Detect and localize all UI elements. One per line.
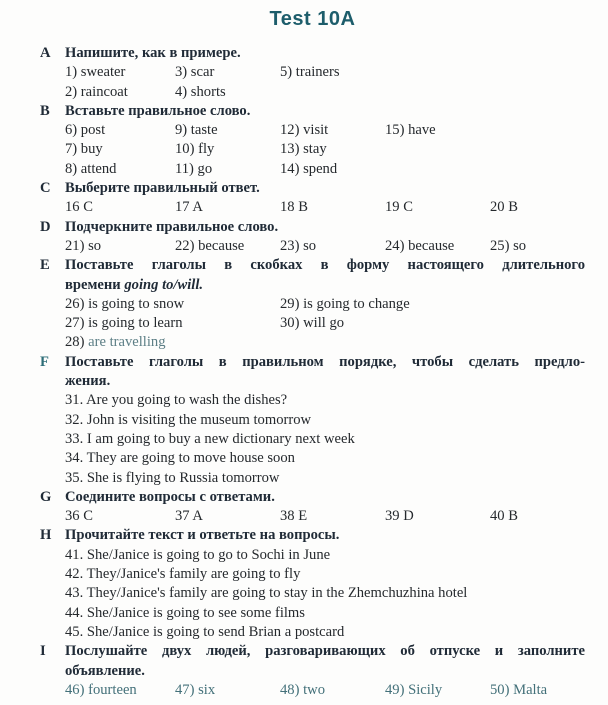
section-header [65, 488, 585, 507]
text-segment: Подчеркните правильное слово. [65, 218, 279, 235]
answer-rows [65, 507, 585, 526]
section-H [40, 526, 585, 642]
answer-rows [65, 391, 585, 487]
answer-row [65, 604, 585, 623]
answer-rows [65, 237, 585, 256]
answer-row [65, 333, 585, 352]
answer-rows [65, 198, 585, 217]
answer-cell: 31. Are you going to wash the dishes? [65, 392, 288, 409]
answer-cell: 34. They are going to move house soon [65, 450, 295, 467]
answer-cell: 41. She/Janice is going to go to Sochi in June [65, 546, 331, 563]
text-segment: объявление. [65, 662, 145, 679]
answer-cell: 32. John is visiting the museum tomorrow [65, 411, 312, 428]
answer-cell: 8) attend [65, 160, 117, 177]
answer-cell: 3) scar [175, 64, 215, 81]
answer-cell: 17 A [175, 199, 203, 216]
section-header-line [65, 372, 585, 391]
answer-row [65, 237, 585, 256]
section-header-line [65, 488, 585, 507]
section-header-line [65, 102, 585, 121]
answer-cell: 49) Sicily [385, 681, 443, 698]
answer-cell: 9) taste [175, 122, 218, 139]
text-segment: Поставьте глаголы в правильном порядке, чтобы сделать предло- [65, 353, 585, 370]
answer-cell: 12) visit [280, 122, 329, 139]
section-I [40, 642, 585, 700]
answer-row [65, 121, 585, 140]
answer-cell: 19 C [385, 199, 413, 216]
text-segment: Послушайте двух людей, разговаривающих об отпуске и заполните [65, 643, 585, 660]
answer-cell: 1) sweater [65, 64, 126, 81]
answer-cell: 16 C [65, 199, 93, 216]
answer-cell: 4) shorts [175, 83, 226, 100]
answer-row [65, 83, 585, 102]
answer-row [65, 681, 585, 700]
section-letter: A [40, 45, 51, 61]
section-header [65, 218, 585, 237]
text-segment: 28) [65, 334, 89, 351]
section-letter: G [40, 488, 52, 505]
answer-row [65, 295, 585, 314]
section-letter: F [40, 353, 49, 370]
answer-cell: 21) so [65, 237, 102, 254]
answer-cell: 20 B [490, 199, 518, 216]
text-segment: Поставьте глаголы в скобках в форму настоящего длительного [65, 257, 585, 274]
answer-rows [65, 63, 585, 102]
answer-row [65, 198, 585, 217]
section-header-line [65, 44, 585, 63]
section-header-line [65, 526, 585, 545]
section-letter: H [40, 527, 52, 544]
answer-row [65, 411, 585, 430]
answer-cell: 50) Malta [490, 681, 548, 698]
answer-cell: 15) have [385, 122, 436, 139]
answer-cell: 38 E [280, 508, 308, 525]
answer-cell: 37 A [175, 508, 203, 525]
answer-cell: 36 C [65, 508, 93, 525]
answer-cell: 43. They/Janice's family are going to stay in the Zhemchuzhina hotel [65, 585, 468, 602]
section-header [65, 526, 585, 545]
section-C [40, 179, 585, 218]
answer-cell: 45. She/Janice is going to send Brian a postcard [65, 623, 345, 640]
answer-cell: 26) is going to snow [65, 295, 185, 312]
section-header-line [65, 179, 585, 198]
section-letter: B [40, 102, 50, 119]
answer-cell: 27) is going to learn [65, 315, 183, 332]
answer-cell: 2) raincoat [65, 83, 128, 100]
section-letter: D [40, 218, 51, 235]
text-segment: Прочитайте текст и ответьте на вопросы. [65, 527, 340, 544]
sections-container [40, 44, 585, 700]
answer-cell: 33. I am going to buy a new dictionary next week [65, 430, 355, 447]
answer-row [65, 430, 585, 449]
section-header-line [65, 276, 585, 295]
section-A [40, 44, 585, 102]
section-letter: C [40, 180, 51, 197]
section-B [40, 102, 585, 179]
section-header [65, 353, 585, 392]
section-header-line [65, 218, 585, 237]
answer-cell: 44. She/Janice is going to see some films [65, 604, 305, 621]
answer-row [65, 140, 585, 159]
answer-cell: 46) fourteen [65, 681, 137, 698]
answer-cell: 39 D [385, 508, 414, 525]
text-segment: Напишите, как в примере. [65, 45, 241, 61]
answer-cell: 22) because [175, 237, 245, 254]
answer-cell: 18 B [280, 199, 308, 216]
answer-cell: 14) spend [280, 160, 338, 177]
answer-rows [65, 681, 585, 700]
section-G [40, 488, 585, 527]
text-segment: времени [65, 276, 125, 293]
answer-cell: 7) buy [65, 141, 103, 158]
text-segment: Соедините вопросы с ответами. [65, 488, 275, 505]
answer-row [65, 160, 585, 179]
section-F [40, 353, 585, 488]
answer-cell: 10) fly [175, 141, 215, 158]
answer-row [65, 63, 585, 82]
answer-row [65, 546, 585, 565]
section-letter: I [40, 643, 46, 660]
section-header-line [65, 642, 585, 661]
section-header-line [65, 353, 585, 372]
page-title: Test 10A [269, 8, 356, 30]
text-segment: жения. [65, 373, 111, 390]
text-segment: Выберите правильный ответ. [65, 180, 260, 197]
answer-cell: 25) so [490, 237, 527, 254]
text-segment: Вставьте правильное слово. [65, 102, 251, 119]
text-segment: going to/will. [124, 276, 204, 293]
section-letter: E [40, 257, 50, 274]
answer-row [65, 314, 585, 333]
section-header [65, 102, 585, 121]
answer-cell: 47) six [175, 681, 216, 698]
answer-cell: 29) is going to change [280, 295, 410, 312]
answer-rows [65, 546, 585, 642]
answer-rows [65, 295, 585, 353]
section-header-line [65, 662, 585, 681]
answer-cell: 6) post [65, 122, 106, 139]
answer-cell: 48) two [280, 681, 325, 698]
answer-row [65, 449, 585, 468]
section-D [40, 218, 585, 257]
answer-row [65, 623, 585, 642]
answer-cell: 24) because [385, 237, 455, 254]
section-header [65, 179, 585, 198]
answer-cell: 11) go [175, 160, 213, 177]
answer-cell: 40 B [490, 508, 518, 525]
answer-row [65, 584, 585, 603]
answer-rows [65, 121, 585, 179]
answer-cell: 13) stay [280, 141, 327, 158]
answer-cell: 23) so [280, 237, 317, 254]
answer-cell: 35. She is flying to Russia tomorrow [65, 469, 280, 486]
answer-row [65, 391, 585, 410]
answer-row [65, 469, 585, 488]
text-segment: are travelling [88, 334, 166, 351]
answer-row [65, 507, 585, 526]
answer-cell: 42. They/Janice's family are going to fly [65, 566, 301, 583]
answer-row [65, 565, 585, 584]
section-header [65, 642, 585, 681]
answer-cell [65, 333, 175, 352]
section-header [65, 44, 585, 63]
section-header-line [65, 256, 585, 275]
section-E [40, 256, 585, 352]
answer-cell: 30) will go [280, 315, 345, 332]
answer-cell: 5) trainers [280, 64, 340, 81]
section-header [65, 256, 585, 295]
